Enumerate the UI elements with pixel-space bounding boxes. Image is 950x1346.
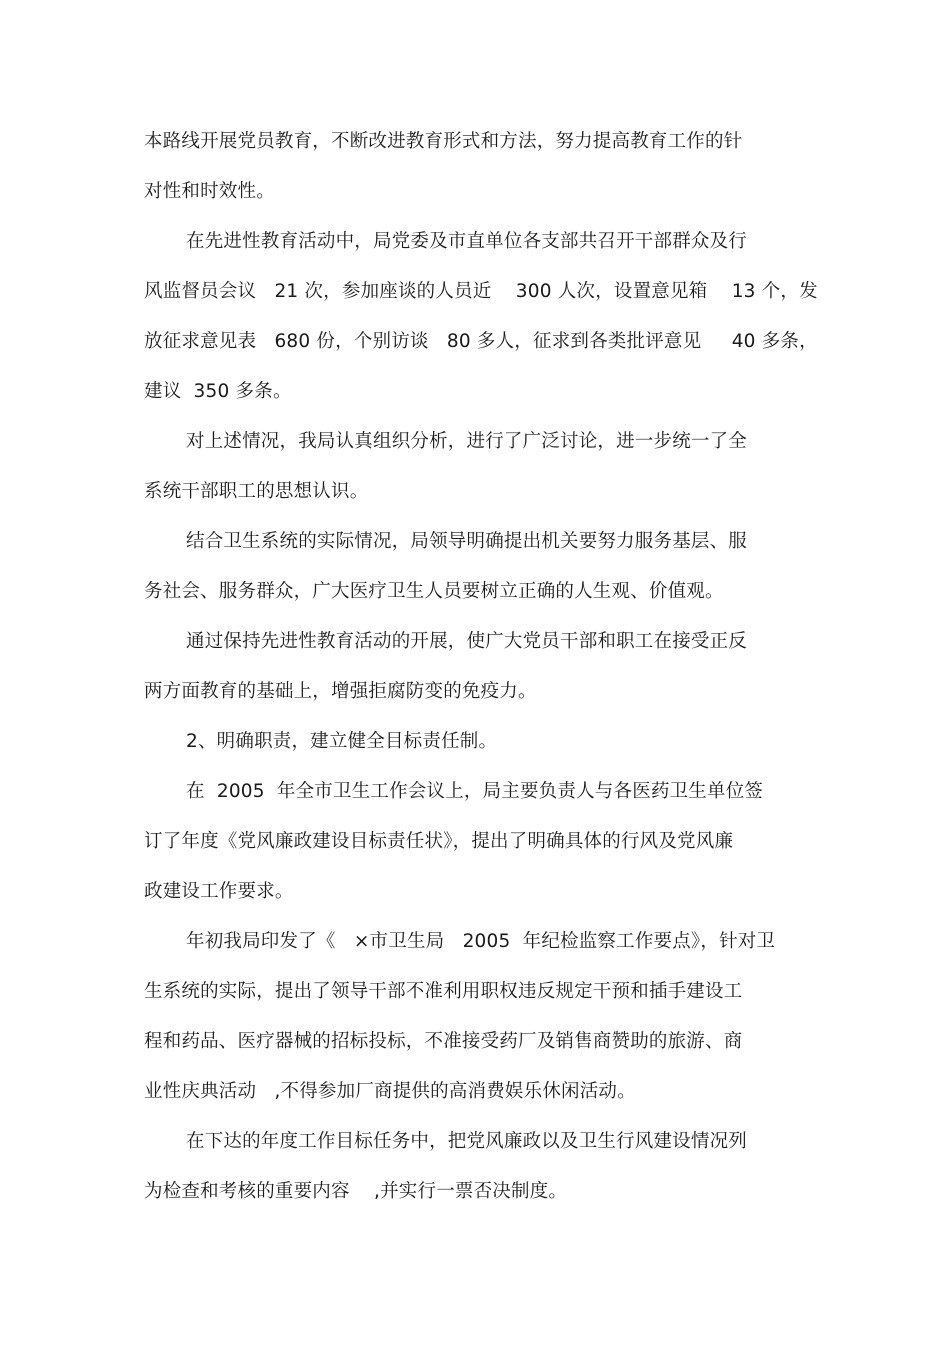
paragraph-first-line: 年初我局印发了《 ×市卫生局 2005 年纪检监察工作要点》，针对卫 bbox=[186, 931, 776, 952]
paragraph-first-line: 通过保持先进性教育活动的开展，使广大党员干部和职工在接受正反 bbox=[186, 631, 748, 652]
text-line: 风监督员会议 21 次，参加座谈的人员近 300 人次，设置意见箱 13 个，发 bbox=[144, 281, 818, 302]
text-line: 生系统的实际，提出了领导干部不准利用职权违反规定干预和插手建设工 bbox=[144, 981, 743, 1002]
text-line: 程和药品、医疗器械的招标投标，不准接受药厂及销售商赞助的旅游、商 bbox=[144, 1031, 743, 1052]
text-line: 政建设工作要求。 bbox=[144, 881, 294, 902]
text-line: 对性和时效性。 bbox=[144, 181, 275, 202]
text-line: 为检查和考核的重要内容 ,并实行一票否决制度。 bbox=[144, 1181, 568, 1202]
text-line: 系统干部职工的思想认识。 bbox=[144, 481, 369, 502]
text-line: 两方面教育的基础上，增强拒腐防变的免疫力。 bbox=[144, 681, 537, 702]
text-line: 业性庆典活动 ,不得参加厂商提供的高消费娱乐休闲活动。 bbox=[144, 1081, 636, 1102]
paragraph-first-line: 对上述情况，我局认真组织分析，进行了广泛讨论，进一步统一了全 bbox=[186, 431, 748, 452]
text-line: 建议 350 多条。 bbox=[144, 381, 292, 402]
paragraph-first-line: 在先进性教育活动中，局党委及市直单位各支部共召开干部群众及行 bbox=[186, 231, 748, 252]
text-line: 放征求意见表 680 份，个别访谈 80 多人，征求到各类批评意见 40 多条， bbox=[144, 331, 818, 352]
text-line: 本路线开展党员教育，不断改进教育形式和方法，努力提高教育工作的针 bbox=[144, 131, 743, 152]
text-line: 务社会、服务群众，广大医疗卫生人员要树立正确的人生观、价值观。 bbox=[144, 581, 724, 602]
paragraph-first-line: 在 2005 年全市卫生工作会议上，局主要负责人与各医药卫生单位签 bbox=[186, 781, 764, 802]
text-line: 订了年度《党风廉政建设目标责任状》，提出了明确具体的行风及党风廉 bbox=[144, 831, 734, 852]
paragraph-first-line: 结合卫生系统的实际情况，局领导明确提出机关要努力服务基层、服 bbox=[186, 531, 748, 552]
paragraph-first-line: 在下达的年度工作目标任务中，把党风廉政以及卫生行风建设情况列 bbox=[186, 1131, 748, 1152]
section-heading: 2、明确职责，建立健全目标责任制。 bbox=[186, 731, 498, 752]
